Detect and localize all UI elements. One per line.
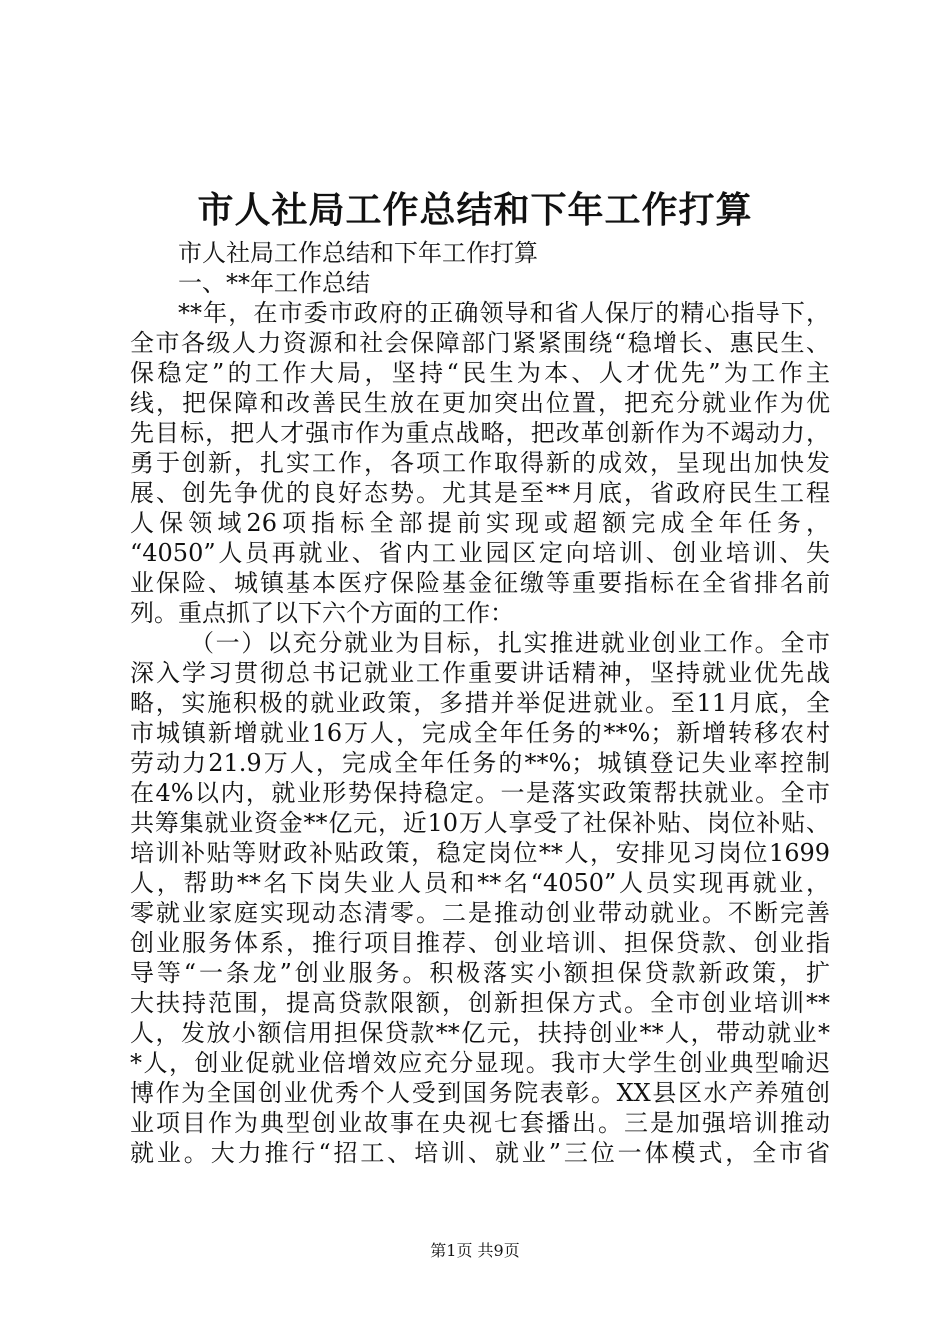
paragraph-line: *人，创业促就业倍增效应充分显现。我市大学生创业典型喻迟 [130, 1049, 830, 1077]
paragraph-line: 勇于创新，扎实工作，各项工作取得新的成效，呈现出加快发 [130, 449, 830, 477]
paragraph-line: **年，在市委市政府的正确领导和省人保厅的精心指导下， [178, 299, 830, 327]
paragraph-line: 劳动力21.9万人，完成全年任务的**%；城镇登记失业率控制 [130, 749, 830, 777]
paragraph-line: 深入学习贯彻总书记就业工作重要讲话精神，坚持就业优先战 [130, 659, 830, 687]
paragraph-line: 线，把保障和改善民生放在更加突出位置，把充分就业作为优 [130, 389, 830, 417]
paragraph-line: 培训补贴等财政补贴政策，稳定岗位**人，安排见习岗位1699 [130, 839, 830, 867]
paragraph-line: 人保领域26项指标全部提前实现或超额完成全年任务， [130, 509, 830, 537]
paragraph-line: 人，帮助**名下岗失业人员和**名“4050”人员实现再就业， [130, 869, 830, 897]
paragraph-line: “4050”人员再就业、省内工业园区定向培训、创业培训、失 [130, 539, 830, 567]
paragraph-line: 在4%以内，就业形势保持稳定。一是落实政策帮扶就业。全市 [130, 779, 830, 807]
paragraph-line: （一）以充分就业为目标，扎实推进就业创业工作。全市 [190, 629, 830, 657]
paragraph-line: 大扶持范围，提高贷款限额，创新担保方式。全市创业培训** [130, 989, 830, 1017]
paragraph-line: 零就业家庭实现动态清零。二是推动创业带动就业。不断完善 [130, 899, 830, 927]
paragraph-line: 市城镇新增就业16万人，完成全年任务的**%；新增转移农村 [130, 719, 830, 747]
paragraph-line: 导等“一条龙”创业服务。积极落实小额担保贷款新政策，扩 [130, 959, 830, 987]
paragraph-line: 就业。大力推行“招工、培训、就业”三位一体模式，全市省 [130, 1139, 830, 1167]
paragraph-line: 先目标，把人才强市作为重点战略，把改革创新作为不竭动力， [130, 419, 830, 447]
paragraph-line: 共筹集就业资金**亿元，近10万人享受了社保补贴、岗位补贴、 [130, 809, 830, 837]
paragraph-line: 保稳定”的工作大局，坚持“民生为本、人才优先”为工作主 [130, 359, 830, 387]
paragraph-line: 略，实施积极的就业政策，多措并举促进就业。至11月底，全 [130, 689, 830, 717]
paragraph-line: 人，发放小额信用担保贷款**亿元，扶持创业**人，带动就业* [130, 1019, 830, 1047]
paragraph-line: 业项目作为典型创业故事在央视七套播出。三是加强培训推动 [130, 1109, 830, 1137]
paragraph-line: 展、创先争优的良好态势。尤其是至**月底，省政府民生工程 [130, 479, 830, 507]
subtitle-line: 市人社局工作总结和下年工作打算 [178, 239, 538, 267]
page-footer: 第1页 共9页 [430, 1241, 520, 1260]
paragraph-line: 业保险、城镇基本医疗保险基金征缴等重要指标在全省排名前 [130, 569, 830, 597]
document-title: 市人社局工作总结和下年工作打算 [197, 189, 753, 231]
paragraph-line: 创业服务体系，推行项目推荐、创业培训、担保贷款、创业指 [130, 929, 830, 957]
document-body [130, 238, 830, 1168]
paragraph-line: 全市各级人力资源和社会保障部门紧紧围绕“稳增长、惠民生、 [130, 329, 830, 357]
paragraph-line: 列。重点抓了以下六个方面的工作： [130, 599, 514, 627]
section-heading: 一、**年工作总结 [178, 269, 370, 297]
paragraph-line: 博作为全国创业优秀个人受到国务院表彰。XX县区水产养殖创 [130, 1079, 830, 1107]
